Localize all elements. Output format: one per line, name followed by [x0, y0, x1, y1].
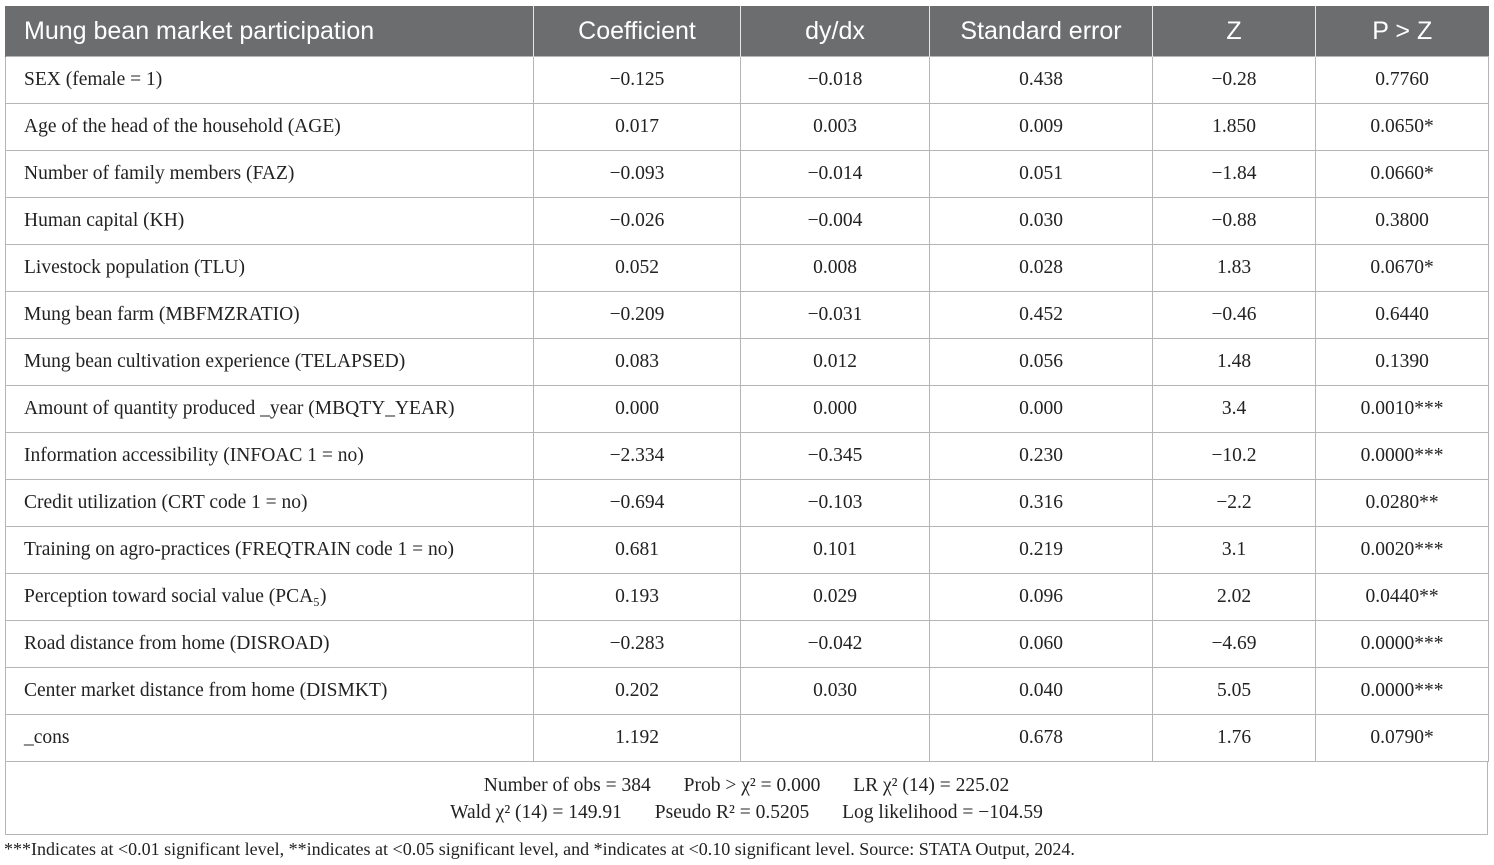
table-row — [6, 433, 1489, 480]
cell-z: −0.46 — [1153, 292, 1316, 339]
cell-variable: Age of the head of the household (AGE) — [6, 104, 534, 151]
cell-dydx: −0.345 — [741, 433, 930, 480]
stat-pseudo-r2: Pseudo R² = 0.5205 — [654, 802, 810, 823]
cell-coefficient: 0.681 — [534, 527, 741, 574]
cell-z: 1.850 — [1153, 104, 1316, 151]
cell-coefficient: −0.694 — [534, 480, 741, 527]
table-row — [6, 386, 1489, 433]
cell-dydx: 0.012 — [741, 339, 930, 386]
cell-standard-error: 0.219 — [930, 527, 1153, 574]
cell-coefficient: −0.093 — [534, 151, 741, 198]
cell-p-value: 0.0660* — [1316, 151, 1489, 198]
cell-dydx: 0.000 — [741, 386, 930, 433]
cell-variable: Information accessibility (INFOAC 1 = no) — [6, 433, 534, 480]
cell-coefficient: −0.125 — [534, 57, 741, 104]
cell-p-value: 0.0670* — [1316, 245, 1489, 292]
cell-dydx: −0.031 — [741, 292, 930, 339]
cell-z: −0.28 — [1153, 57, 1316, 104]
cell-standard-error: 0.056 — [930, 339, 1153, 386]
header-standard-error: Standard error — [930, 6, 1153, 57]
table-row — [6, 245, 1489, 292]
cell-coefficient: −0.283 — [534, 621, 741, 668]
cell-variable: Road distance from home (DISROAD) — [6, 621, 534, 668]
table-row — [6, 621, 1489, 668]
cell-coefficient: 0.052 — [534, 245, 741, 292]
cell-standard-error: 0.030 — [930, 198, 1153, 245]
cell-variable: Center market distance from home (DISMKT) — [6, 668, 534, 715]
cell-standard-error: 0.452 — [930, 292, 1153, 339]
stat-lr-chi2: LR χ² (14) = 225.02 — [853, 775, 1010, 796]
cell-dydx: −0.103 — [741, 480, 930, 527]
table-row — [6, 198, 1489, 245]
cell-dydx: 0.029 — [741, 574, 930, 621]
cell-p-value: 0.0010*** — [1316, 386, 1489, 433]
cell-coefficient: 0.017 — [534, 104, 741, 151]
cell-coefficient: −0.026 — [534, 198, 741, 245]
table-body — [6, 57, 1489, 762]
cell-standard-error: 0.096 — [930, 574, 1153, 621]
table-row — [6, 339, 1489, 386]
cell-dydx: 0.101 — [741, 527, 930, 574]
cell-standard-error: 0.051 — [930, 151, 1153, 198]
stat-wald-chi2: Wald χ² (14) = 149.91 — [450, 802, 622, 823]
table-row — [6, 57, 1489, 104]
cell-z: −4.69 — [1153, 621, 1316, 668]
cell-standard-error: 0.040 — [930, 668, 1153, 715]
cell-dydx: 0.003 — [741, 104, 930, 151]
cell-p-value: 0.0000*** — [1316, 668, 1489, 715]
model-statistics — [5, 762, 1488, 835]
header-coefficient: Coefficient — [534, 6, 741, 57]
cell-p-value: 0.0020*** — [1316, 527, 1489, 574]
stats-line-1 — [6, 762, 1487, 799]
cell-coefficient: 1.192 — [534, 715, 741, 762]
cell-standard-error: 0.438 — [930, 57, 1153, 104]
table-row — [6, 574, 1489, 621]
cell-z: −0.88 — [1153, 198, 1316, 245]
regression-table — [5, 6, 1489, 762]
table-row — [6, 151, 1489, 198]
cell-standard-error: 0.230 — [930, 433, 1153, 480]
cell-p-value: 0.0000*** — [1316, 621, 1489, 668]
cell-p-value: 0.0440** — [1316, 574, 1489, 621]
cell-variable: Mung bean cultivation experience (TELAPSED) — [6, 339, 534, 386]
cell-dydx: 0.030 — [741, 668, 930, 715]
cell-standard-error: 0.009 — [930, 104, 1153, 151]
cell-variable: Training on agro-practices (FREQTRAIN code 1 = no) — [6, 527, 534, 574]
cell-p-value: 0.6440 — [1316, 292, 1489, 339]
cell-p-value: 0.1390 — [1316, 339, 1489, 386]
cell-coefficient: −2.334 — [534, 433, 741, 480]
stat-prob-chi2: Prob > χ² = 0.000 — [683, 775, 821, 796]
cell-z: −10.2 — [1153, 433, 1316, 480]
stats-line-2 — [6, 799, 1487, 826]
stat-number-of-obs: Number of obs = 384 — [483, 775, 651, 796]
table-header-row — [6, 6, 1489, 57]
cell-dydx: 0.008 — [741, 245, 930, 292]
table-row — [6, 715, 1489, 762]
header-variable: Mung bean market participation — [6, 6, 534, 57]
cell-p-value: 0.3800 — [1316, 198, 1489, 245]
cell-z: 2.02 — [1153, 574, 1316, 621]
cell-standard-error: 0.060 — [930, 621, 1153, 668]
cell-p-value: 0.0280** — [1316, 480, 1489, 527]
cell-variable: Number of family members (FAZ) — [6, 151, 534, 198]
cell-coefficient: 0.083 — [534, 339, 741, 386]
cell-dydx: −0.014 — [741, 151, 930, 198]
header-dydx: dy/dx — [741, 6, 930, 57]
stat-log-likelihood: Log likelihood = −104.59 — [842, 802, 1043, 823]
cell-coefficient: 0.193 — [534, 574, 741, 621]
cell-variable: Credit utilization (CRT code 1 = no) — [6, 480, 534, 527]
cell-z: −2.2 — [1153, 480, 1316, 527]
cell-variable: Mung bean farm (MBFMZRATIO) — [6, 292, 534, 339]
table-row — [6, 292, 1489, 339]
cell-dydx: −0.042 — [741, 621, 930, 668]
cell-z: 5.05 — [1153, 668, 1316, 715]
cell-p-value: 0.0650* — [1316, 104, 1489, 151]
cell-dydx: −0.018 — [741, 57, 930, 104]
cell-z: −1.84 — [1153, 151, 1316, 198]
cell-variable: Livestock population (TLU) — [6, 245, 534, 292]
regression-table-container — [5, 6, 1488, 835]
cell-dydx — [741, 715, 930, 762]
cell-variable: Human capital (KH) — [6, 198, 534, 245]
cell-standard-error: 0.316 — [930, 480, 1153, 527]
cell-p-value: 0.7760 — [1316, 57, 1489, 104]
cell-p-value: 0.0790* — [1316, 715, 1489, 762]
cell-z: 1.48 — [1153, 339, 1316, 386]
cell-variable: _cons — [6, 715, 534, 762]
cell-standard-error: 0.000 — [930, 386, 1153, 433]
cell-variable: Perception toward social value (PCA₅) — [6, 574, 534, 621]
table-row — [6, 480, 1489, 527]
cell-z: 3.4 — [1153, 386, 1316, 433]
cell-z: 3.1 — [1153, 527, 1316, 574]
cell-dydx: −0.004 — [741, 198, 930, 245]
table-row — [6, 104, 1489, 151]
cell-variable: SEX (female = 1) — [6, 57, 534, 104]
header-p-value: P > Z — [1316, 6, 1489, 57]
cell-coefficient: 0.202 — [534, 668, 741, 715]
cell-variable: Amount of quantity produced _year (MBQTY_YEAR) — [6, 386, 534, 433]
table-row — [6, 668, 1489, 715]
cell-coefficient: 0.000 — [534, 386, 741, 433]
cell-standard-error: 0.678 — [930, 715, 1153, 762]
table-row — [6, 527, 1489, 574]
cell-z: 1.83 — [1153, 245, 1316, 292]
cell-p-value: 0.0000*** — [1316, 433, 1489, 480]
table-footnote: ***Indicates at <0.01 significant level, **indicates at <0.05 significant level, and *indicates at <0.10 significant level. Source: STATA Output, 2024. — [4, 839, 1075, 859]
cell-coefficient: −0.209 — [534, 292, 741, 339]
cell-z: 1.76 — [1153, 715, 1316, 762]
header-z: Z — [1153, 6, 1316, 57]
cell-standard-error: 0.028 — [930, 245, 1153, 292]
